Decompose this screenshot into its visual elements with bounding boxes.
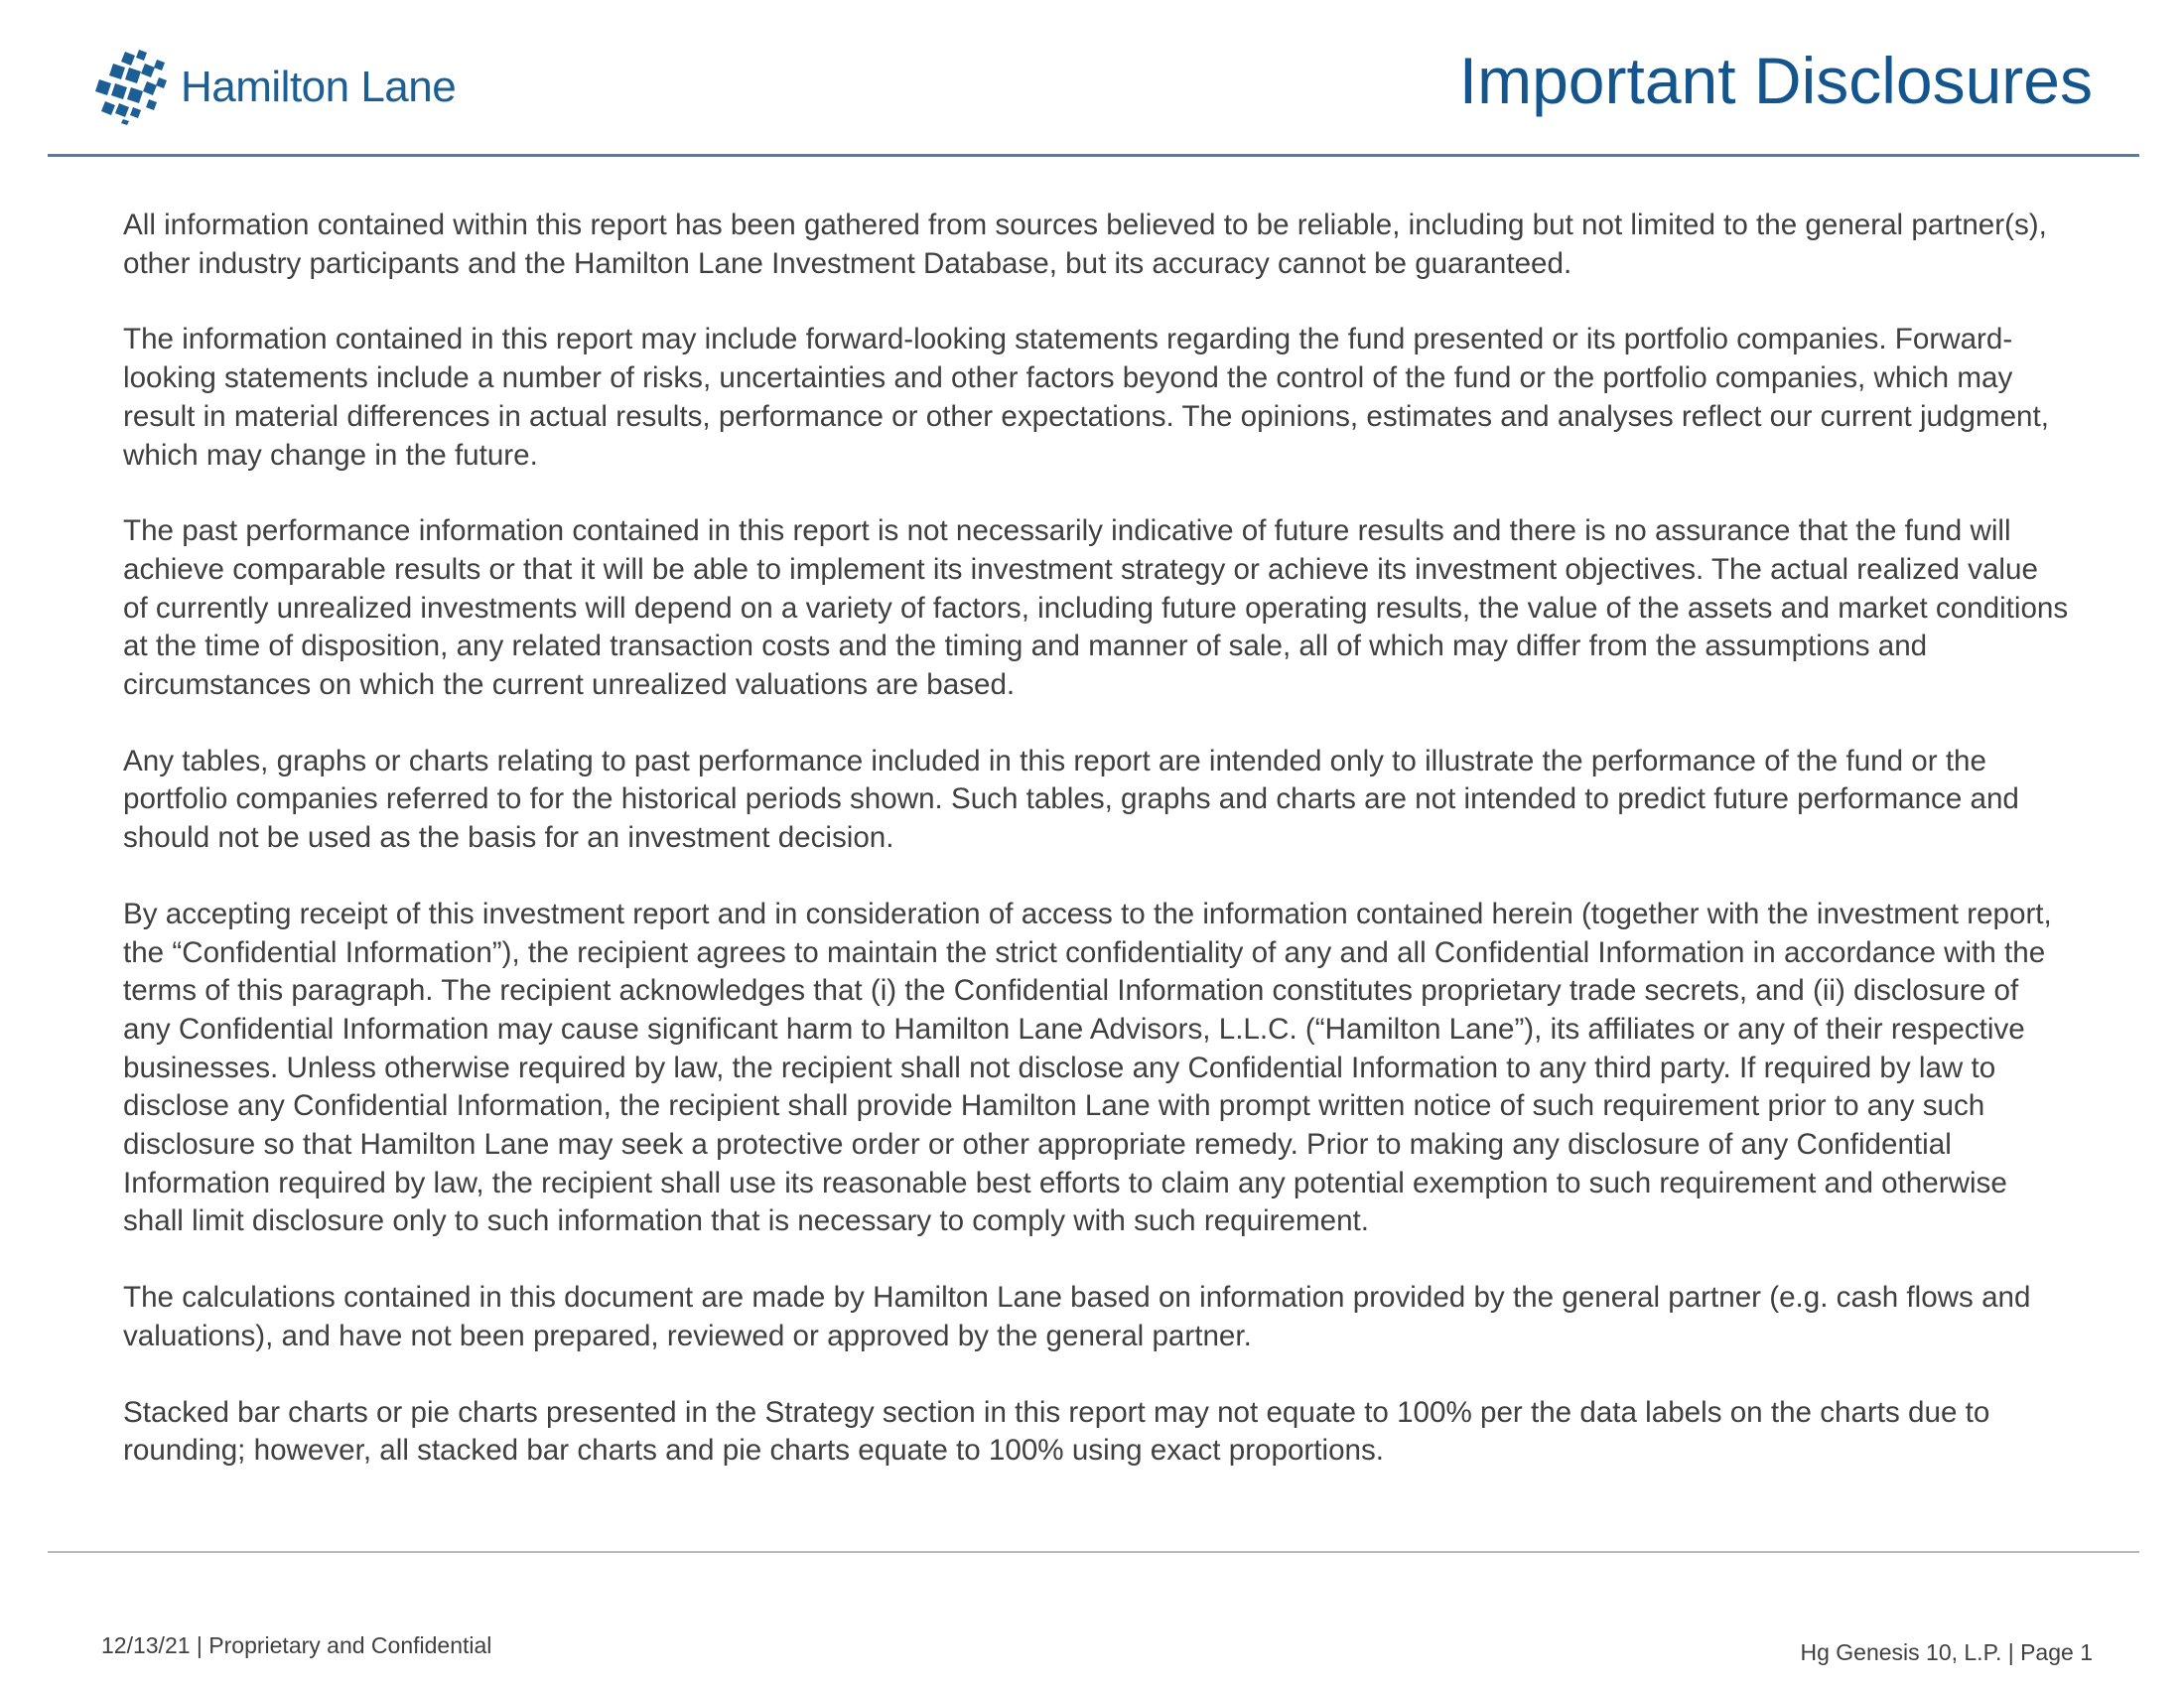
- disclosure-paragraph: The calculations contained in this document are made by Hamilton Lane based on information provided by the general partner (e.g. cash flows and valuations), and have not been prepared, reviewed or approved by the general partner.: [123, 1281, 2031, 1352]
- hamilton-lane-logo-icon: [95, 50, 169, 125]
- disclosure-paragraph: Stacked bar charts or pie charts presented in the Strategy section in this report may not equate to 100% per the data labels on the charts due to rounding; however, all stacked bar charts and pie charts equate to 100% using exact proportions.: [123, 1395, 1990, 1468]
- disclosures-body: [123, 207, 2069, 1508]
- page-header: [0, 0, 2184, 159]
- disclosure-paragraph: The past performance information contained in this report is not necessarily indicative of future results and there is no assurance that the fund will achieve comparable results or that it will be able to implement its investment strategy or achieve its investment objectives. The actual realized value of currently unrealized investments will depend on a variety of factors, including future operating results, the value of the assets and market conditions at the time of disposition, any related transaction costs and the timing and manner of sale, all of which may differ from the assumptions and circumstances on which the current unrealized valuations are based.: [123, 514, 2069, 702]
- disclosure-paragraph: By accepting receipt of this investment report and in consideration of access to the information contained herein (together with the investment report, the “Confidential Information”), the recipient agrees to maintain the strict confidentiality of any and all Confidential Information in accordance with the terms of this paragraph. The recipient acknowledges that (i) the Confidential Information constitutes proprietary trade secrets, and (ii) disclosure of any Confidential Information may cause significant harm to Hamilton Lane Advisors, L.L.C. (“Hamilton Lane”), its affiliates or any of their respective businesses. Unless otherwise required by law, the recipient shall not disclose any Confidential Information to any third party. If required by law to disclose any Confidential Information, the recipient shall provide Hamilton Lane with prompt written notice of such requirement prior to any such disclosure so that Hamilton Lane may seek a protective order or other appropriate remedy. Prior to making any disclosure of any Confidential Information required by law, the recipient shall use its reasonable best efforts to claim any potential exemption to such requirement and otherwise shall limit disclosure only to such information that is necessary to comply with such requirement.: [123, 897, 2052, 1238]
- company-logo: [95, 48, 456, 127]
- disclosure-paragraph: All information contained within this report has been gathered from sources believed to be reliable, including but not limited to the general partner(s), other industry participants and the Hamilton Lane Investment Database, but its accuracy cannot be guaranteed.: [123, 209, 2047, 280]
- footer-fund-page-number: Hg Genesis 10, L.P. | Page 1: [1800, 1639, 2093, 1665]
- logo-text: Hamilton Lane: [181, 63, 457, 111]
- footer-date-confidential: 12/13/21 | Proprietary and Confidential: [101, 1632, 492, 1658]
- page-title: Important Disclosures: [1458, 44, 2093, 117]
- disclosure-paragraph: Any tables, graphs or charts relating to past performance included in this report are intended only to illustrate the performance of the fund or the portfolio companies referred to for the historical periods shown. Such tables, graphs and charts are not intended to predict future performance and should not be used as the basis for an investment decision.: [123, 744, 2019, 855]
- footer-divider: [48, 1551, 2139, 1553]
- disclosure-paragraph: The information contained in this report may include forward-looking statements regarding the fund presented or its portfolio companies. Forward-looking statements include a number of risks, uncertainties and other factors beyond the control of the fund or the portfolio companies, which may result in material differences in actual results, performance or other expectations. The opinions, estimates and analyses reflect our current judgment, which may change in the future.: [123, 323, 2049, 472]
- header-divider: [48, 154, 2139, 157]
